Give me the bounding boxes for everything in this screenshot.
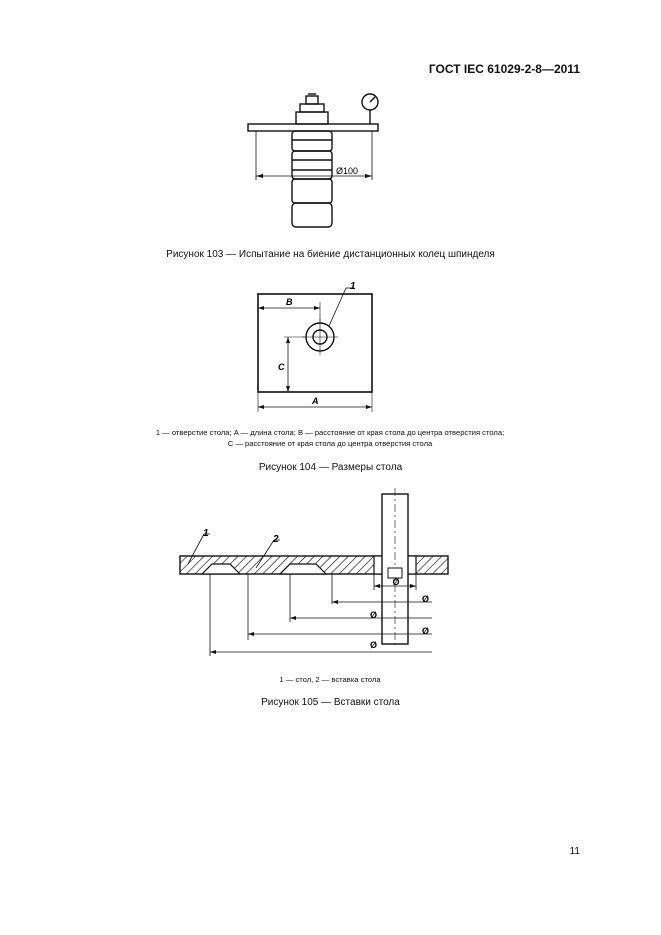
page-number: 11 — [569, 846, 580, 857]
figure-104-legend-line-1: 1 — отверстие стола; A — длина стола; B — расстояние от края стола до центра отверстия стола; — [155, 428, 505, 437]
fig105-dia-label: Ø — [370, 610, 378, 620]
fig105-dia-label: Ø — [392, 577, 400, 587]
fig105-dia-label: Ø — [422, 626, 430, 636]
fig103-spacer — [292, 131, 332, 151]
fig105-dia-label: Ø — [370, 640, 378, 650]
figure-105-drawing — [170, 488, 460, 660]
figure-105-caption: Рисунок 105 — Вставки стола — [261, 697, 400, 708]
fig104-label-c: C — [278, 362, 285, 372]
figure-103-drawing — [230, 88, 400, 238]
fig103-spacer — [292, 179, 332, 203]
fig103-dimension-label: Ø100 — [336, 166, 359, 176]
fig104-label-b: B — [286, 297, 293, 307]
fig103-plate — [248, 124, 378, 131]
fig104-label-a: A — [312, 396, 319, 406]
figure-104-caption: Рисунок 104 — Размеры стола — [258, 462, 403, 473]
figure-105-legend: 1 — стол, 2 — вставка стола — [279, 675, 381, 684]
figure-103-caption: Рисунок 103 — Испытание на биение дистанционных колец шпинделя — [166, 249, 495, 260]
fig103-spacer — [292, 203, 332, 227]
fig105-callout-1: 1 — [203, 528, 209, 539]
fig104-callout-1: 1 — [350, 281, 356, 292]
fig103-spacer — [292, 151, 332, 179]
document-header: ГОСТ IEC 61029-2-8—2011 — [428, 62, 580, 76]
fig105-dia-label: Ø — [422, 594, 430, 604]
figure-104-drawing — [250, 280, 385, 415]
figure-104-legend-line-2: C — расстояние от края стола до центра отверстия стола — [227, 439, 433, 448]
fig105-callout-2: 2 — [273, 534, 279, 545]
